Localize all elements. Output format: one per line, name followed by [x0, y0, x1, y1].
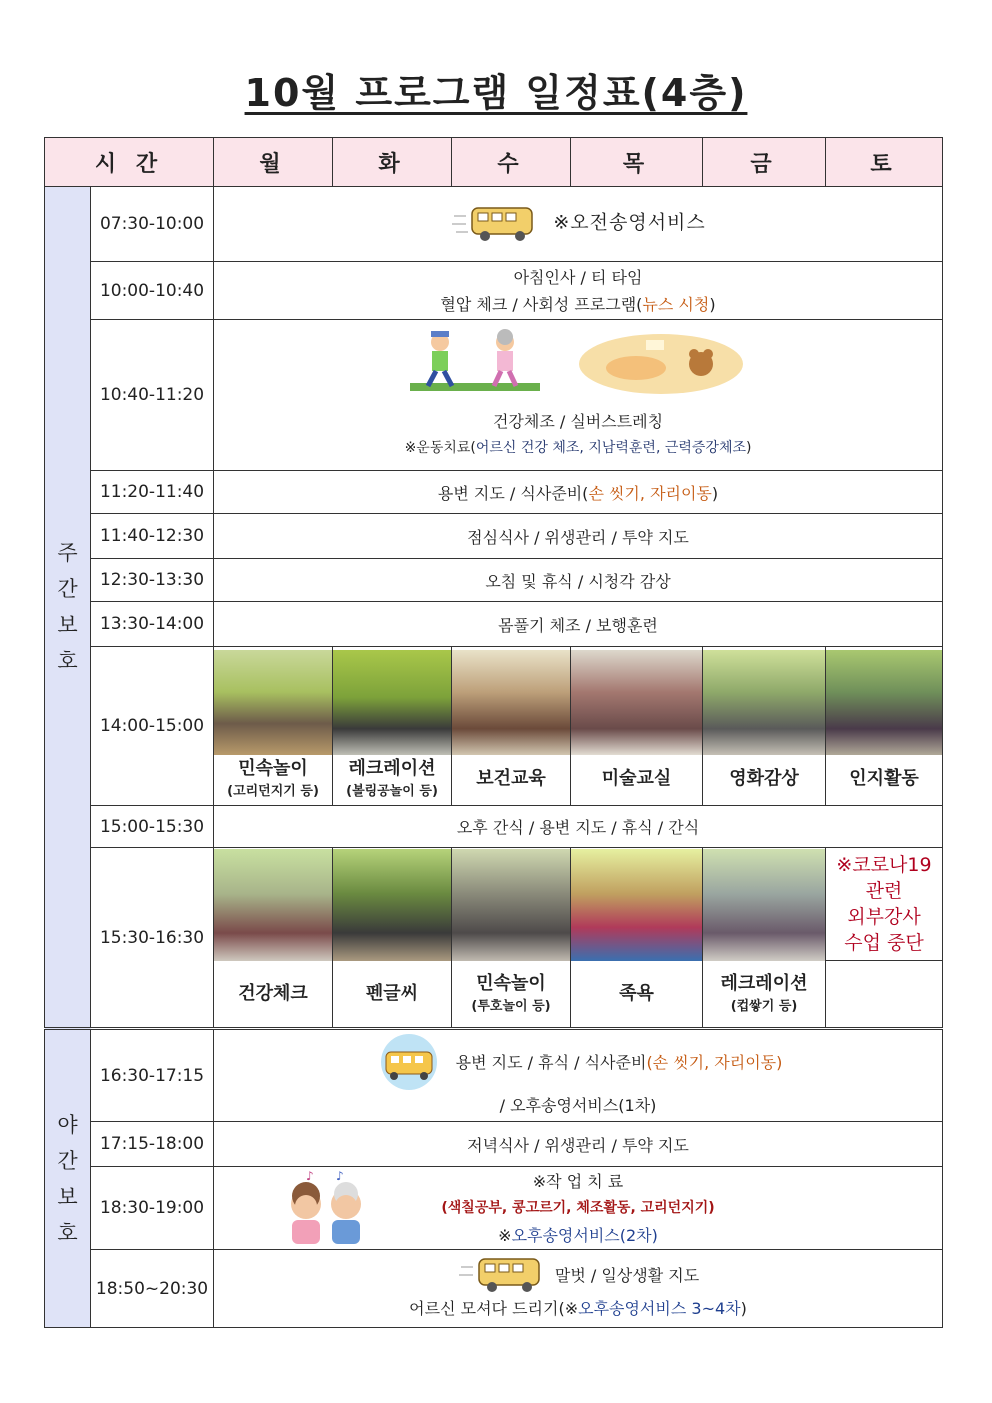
program-cell: 인지활동: [826, 647, 943, 806]
activity-photo: [452, 849, 570, 961]
header-mon: 월: [214, 138, 333, 187]
section-day-text: 주 간 보 호: [57, 541, 78, 673]
time-cell: 15:30-16:30: [91, 848, 214, 1029]
singing-seniors-icon: [278, 1168, 374, 1248]
school-bus-icon: [450, 204, 540, 244]
activity-cell: 몸풀기 체조 / 보행훈련: [214, 602, 943, 647]
time-cell: 18:30-19:00: [91, 1167, 214, 1250]
notice-text: 관련: [865, 880, 903, 902]
activity-photo: [703, 650, 825, 755]
activity-photo: [571, 650, 702, 755]
notice-cell: [826, 848, 943, 1029]
header-tue: 화: [333, 138, 452, 187]
time-cell: 15:00-15:30: [91, 806, 214, 848]
program-cell: 영화감상: [703, 647, 826, 806]
time-cell: 14:00-15:00: [91, 647, 214, 806]
activity-cell: [214, 187, 943, 262]
program-cell: 민속놀이 (고리던지기 등): [214, 647, 333, 806]
time-cell: 18:50~20:30: [91, 1250, 214, 1328]
time-cell: 17:15-18:00: [91, 1122, 214, 1167]
header-wed: 수: [452, 138, 571, 187]
table-row: [45, 647, 943, 806]
activity-cell: 저녁식사 / 위생관리 / 투약 지도: [214, 1122, 943, 1167]
school-bus-icon: [457, 1255, 547, 1295]
table-row: [45, 471, 943, 514]
header-row: [45, 138, 943, 187]
activity-cell: 오후 간식 / 용변 지도 / 휴식 / 간식: [214, 806, 943, 848]
time-cell: 10:00-10:40: [91, 262, 214, 320]
table-row: [45, 602, 943, 647]
section-night-label: [45, 1029, 91, 1328]
activity-cell: 오침 및 휴식 / 시청각 감상: [214, 559, 943, 602]
page-title: 10월 프로그램 일정표(4층): [244, 71, 748, 115]
activity-text: 아침인사 / 티 타임: [513, 267, 643, 287]
activity-photo: [333, 849, 451, 961]
table-row: [45, 1122, 943, 1167]
table-row: [45, 320, 943, 471]
notice-text: ※코로나19: [836, 854, 932, 876]
activity-photo: [826, 650, 942, 755]
schedule-table: [44, 137, 943, 1328]
activity-cell: [214, 1167, 943, 1250]
activity-cell: 점심식사 / 위생관리 / 투약 지도: [214, 514, 943, 559]
header-fri: 금: [703, 138, 826, 187]
activity-text: 혈압 체크 / 사회성 프로그램(뉴스 시청): [440, 294, 716, 314]
time-cell: 07:30-10:00: [91, 187, 214, 262]
activity-cell: 용변 지도 / 식사준비(손 씻기, 자리이동): [214, 471, 943, 514]
program-cell: 레크레이션 (컵쌓기 등): [703, 848, 826, 1029]
table-row: [45, 1250, 943, 1328]
table-row: [45, 187, 943, 262]
table-row: [45, 514, 943, 559]
table-row: [45, 262, 943, 320]
svg-text:♪: ♪: [336, 1169, 344, 1183]
activity-photo: [214, 849, 332, 961]
activity-cell: [214, 320, 943, 471]
activity-photo: [333, 650, 451, 755]
table-row: [45, 559, 943, 602]
time-cell: 10:40-11:20: [91, 320, 214, 471]
svg-text:♪: ♪: [306, 1169, 314, 1183]
activity-text: 어르신 모셔다 드리기(※오후송영서비스 3~4차): [409, 1299, 747, 1318]
program-cell: 민속놀이 (투호놀이 등): [452, 848, 571, 1029]
resting-illustration-icon: [576, 328, 746, 396]
activity-text: 건강체조 / 실버스트레칭: [492, 412, 664, 431]
program-cell: 족욕: [571, 848, 703, 1029]
program-cell: 미술교실: [571, 647, 703, 806]
activity-cell: [214, 262, 943, 320]
activity-text: (색칠공부, 콩고르기, 체조활동, 고리던지기): [441, 1199, 715, 1216]
activity-cell: [214, 1250, 943, 1328]
table-row: [45, 848, 943, 1029]
activity-photo: [214, 650, 332, 755]
activity-photo: [703, 849, 825, 961]
table-row: [45, 1029, 943, 1122]
program-cell: 건강체크: [214, 848, 333, 1029]
time-cell: 13:30-14:00: [91, 602, 214, 647]
morning-transport-text: ※오전송영서비스: [553, 211, 706, 234]
notice-text: 수업 중단: [844, 932, 924, 954]
notice-text: 외부강사: [847, 906, 921, 928]
header-time: 시 간: [45, 138, 214, 187]
activity-text: / 오후송영서비스(1차): [499, 1096, 657, 1115]
time-cell: 16:30-17:15: [91, 1029, 214, 1122]
table-row: [45, 1167, 943, 1250]
program-cell: 펜글씨: [333, 848, 452, 1029]
activity-text: ※오후송영서비스(2차): [498, 1225, 658, 1245]
table-row: [45, 806, 943, 848]
header-thu: 목: [571, 138, 703, 187]
activity-photo: [452, 650, 570, 755]
header-sat: 토: [826, 138, 943, 187]
time-cell: 11:40-12:30: [91, 514, 214, 559]
time-cell: 11:20-11:40: [91, 471, 214, 514]
activity-cell: 용변 지도 / 휴식 / 식사준비 (손 씻기, 자리이동) / 오후송영서비스(1차): [214, 1029, 943, 1122]
activity-text: 말벗 / 일상생활 지도: [554, 1265, 700, 1285]
activity-text: ※작 업 치 료: [532, 1171, 624, 1191]
activity-text: ※운동치료(어르신 건강 체조, 지남력훈련, 근력증강체조): [404, 440, 752, 456]
section-night-text: 야 간 보 호: [57, 1112, 78, 1245]
walking-seniors-icon: [410, 328, 540, 396]
time-cell: 12:30-13:30: [91, 559, 214, 602]
section-day-label: [45, 187, 91, 1029]
school-bus-icon: [374, 1032, 444, 1092]
program-cell: 보건교육: [452, 647, 571, 806]
program-cell: 레크레이션 (볼링공놀이 등): [333, 647, 452, 806]
activity-photo: [571, 849, 702, 961]
